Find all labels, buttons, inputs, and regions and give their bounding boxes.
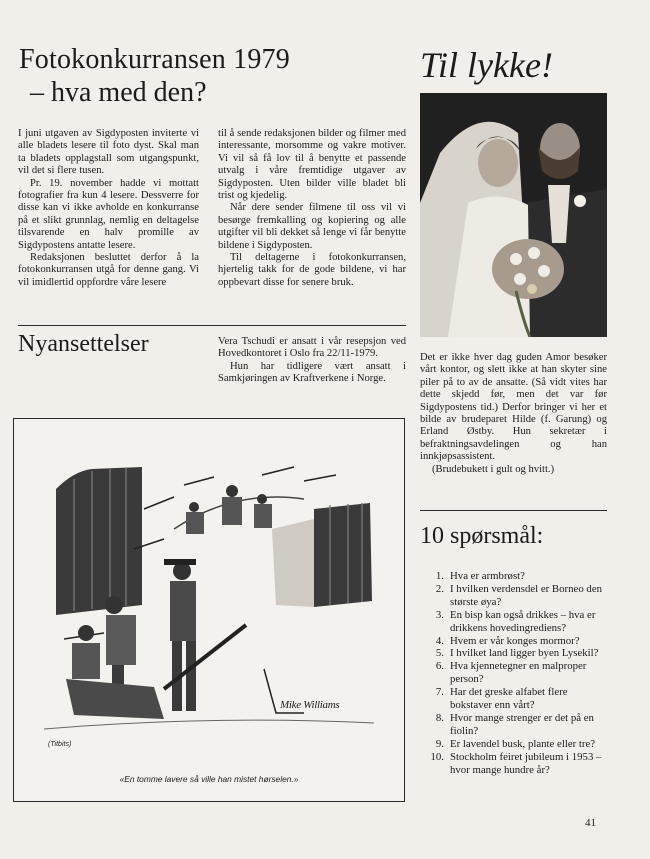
article-column-1 xyxy=(18,128,199,289)
cartoon-caption: «En tomme lavere så ville han mistet hørselen.» xyxy=(119,774,299,784)
article-column-2 xyxy=(218,128,406,289)
page-number: 41 xyxy=(585,817,596,829)
article-title-line1: Fotokonkurransen 1979 xyxy=(19,44,290,75)
article-title-line2: – hva med den? xyxy=(30,77,207,108)
quiz-question xyxy=(420,647,612,660)
cartoon-illustration xyxy=(14,419,404,801)
question-number: 6. xyxy=(435,660,444,673)
nyansettelser-text xyxy=(218,336,406,386)
question-text: En bisp kan også drikkes – hva er drikkens hovedingrediens? xyxy=(450,608,596,634)
question-number: 4. xyxy=(435,634,444,647)
paragraph: Det er ikke hver dag guden Amor besøker vårt kontor, og slett ikke at han skyter sine piler på to av de ansatte. (Så vidt vites har dette skjedd før, men det var før Sigdypostens tid.) Derfor bringer vi her et bilde av brudeparet Hilde (f. Garung) og Erland Østby. Hun sekretær i befraktningsavdelingen og han innkjøpsassistent. xyxy=(420,352,607,463)
question-text: Er lavendel busk, plante eller tre? xyxy=(450,737,596,750)
quiz-question xyxy=(420,609,612,635)
section-title-nyansettelser: Nyansettelser xyxy=(18,331,149,357)
lykke-title: Til lykke! xyxy=(420,45,553,85)
paragraph: Hun har tidligere vært ansatt i Samkjøringen av Kraftverkene i Norge. xyxy=(218,360,406,385)
question-number: 3. xyxy=(435,608,444,621)
paragraph: Pr. 19. november hadde vi mottatt fotografier fra kun 4 lesere. Dessverre for disse kan vi ikke avholde en konkurranse på et slikt grunnlag, nemlig en deltagelse tilsvarende en halv promille av Sigdypostens antatte lesere. xyxy=(18,177,199,251)
cartoon-credit: (Titbits) xyxy=(48,741,72,748)
paragraph: til å sende redaksjonen bilder og filmer med interessante, morsomme og vakre motiver. Vi vil så få lov til å benytte et passende utvalg i våre fremtidige utgaver av Sigdyposten. Uten bilder ville bladet bli trist og kjedelig. xyxy=(218,128,406,202)
quiz-question xyxy=(420,738,612,751)
wedding-photo-image xyxy=(420,93,607,337)
question-number: 10. xyxy=(430,750,444,763)
paragraph: Til deltagerne i fotokonkurransen, hjertelig takk for de gode bildene, vi har oppbevart disse for senere bruk. xyxy=(218,252,406,288)
quiz-question-list xyxy=(420,570,612,777)
lykke-text xyxy=(420,352,607,476)
quiz-question xyxy=(420,660,612,686)
question-text: Hvor mange strenger er det på en fiolin? xyxy=(450,711,594,737)
paragraph: Når dere sender filmene til oss vil vi besørge fremkalling og kopiering og alle utgifter vil bli dekket så lenge vi får benytte bildene i Sigdyposten. xyxy=(218,202,406,251)
question-number: 1. xyxy=(435,570,444,582)
quiz-question xyxy=(420,570,612,583)
question-number: 8. xyxy=(435,711,444,724)
wedding-photo xyxy=(420,93,607,337)
paragraph: (Brudebukett i gult og hvitt.) xyxy=(432,463,555,475)
question-text: I hvilken verdensdel er Borneo den største øya? xyxy=(450,582,603,608)
quiz-question xyxy=(420,751,612,777)
question-number: 5. xyxy=(435,647,444,660)
quiz-question xyxy=(420,583,612,609)
paragraph: I juni utgaven av Sigdyposten inviterte vi alle bladets lesere til foto dyst. Skal man ta bladets opplagstall som utgangspunkt, vil det si flere tusen. xyxy=(18,128,199,177)
question-text: Har det greske alfabet flere bokstaver enn vårt? xyxy=(450,686,568,712)
question-text: Hva er armbrøst? xyxy=(450,570,525,582)
question-text: Hvem er vår konges mormor? xyxy=(450,634,580,647)
section-divider xyxy=(18,325,406,326)
question-number: 2. xyxy=(435,582,444,595)
paragraph: Vera Tschudi er ansatt i vår resepsjon ved Hovedkontoret i Oslo fra 22/11-1979. xyxy=(218,336,406,360)
question-number: 7. xyxy=(435,686,444,699)
cartoon-frame xyxy=(13,418,405,802)
paragraph: Redaksjonen besluttet derfor å la fotokonkurransen utgå for denne gang. Vi vil imidlertid oppfordre våre lesere xyxy=(18,252,199,288)
section-divider xyxy=(420,510,607,511)
quiz-question xyxy=(420,635,612,648)
question-text: Stockholm feiret jubileum i 1953 – hvor mange hundre år? xyxy=(450,750,602,776)
quiz-question xyxy=(420,712,612,738)
question-number: 9. xyxy=(435,737,444,750)
cartoon-signature: Mike Williams xyxy=(280,699,340,711)
quiz-question xyxy=(420,686,612,712)
quiz-title: 10 spørsmål: xyxy=(420,523,544,549)
question-text: Hva kjennetegner en malproper person? xyxy=(450,660,587,686)
question-text: I hvilket land ligger byen Lysekil? xyxy=(450,647,599,660)
